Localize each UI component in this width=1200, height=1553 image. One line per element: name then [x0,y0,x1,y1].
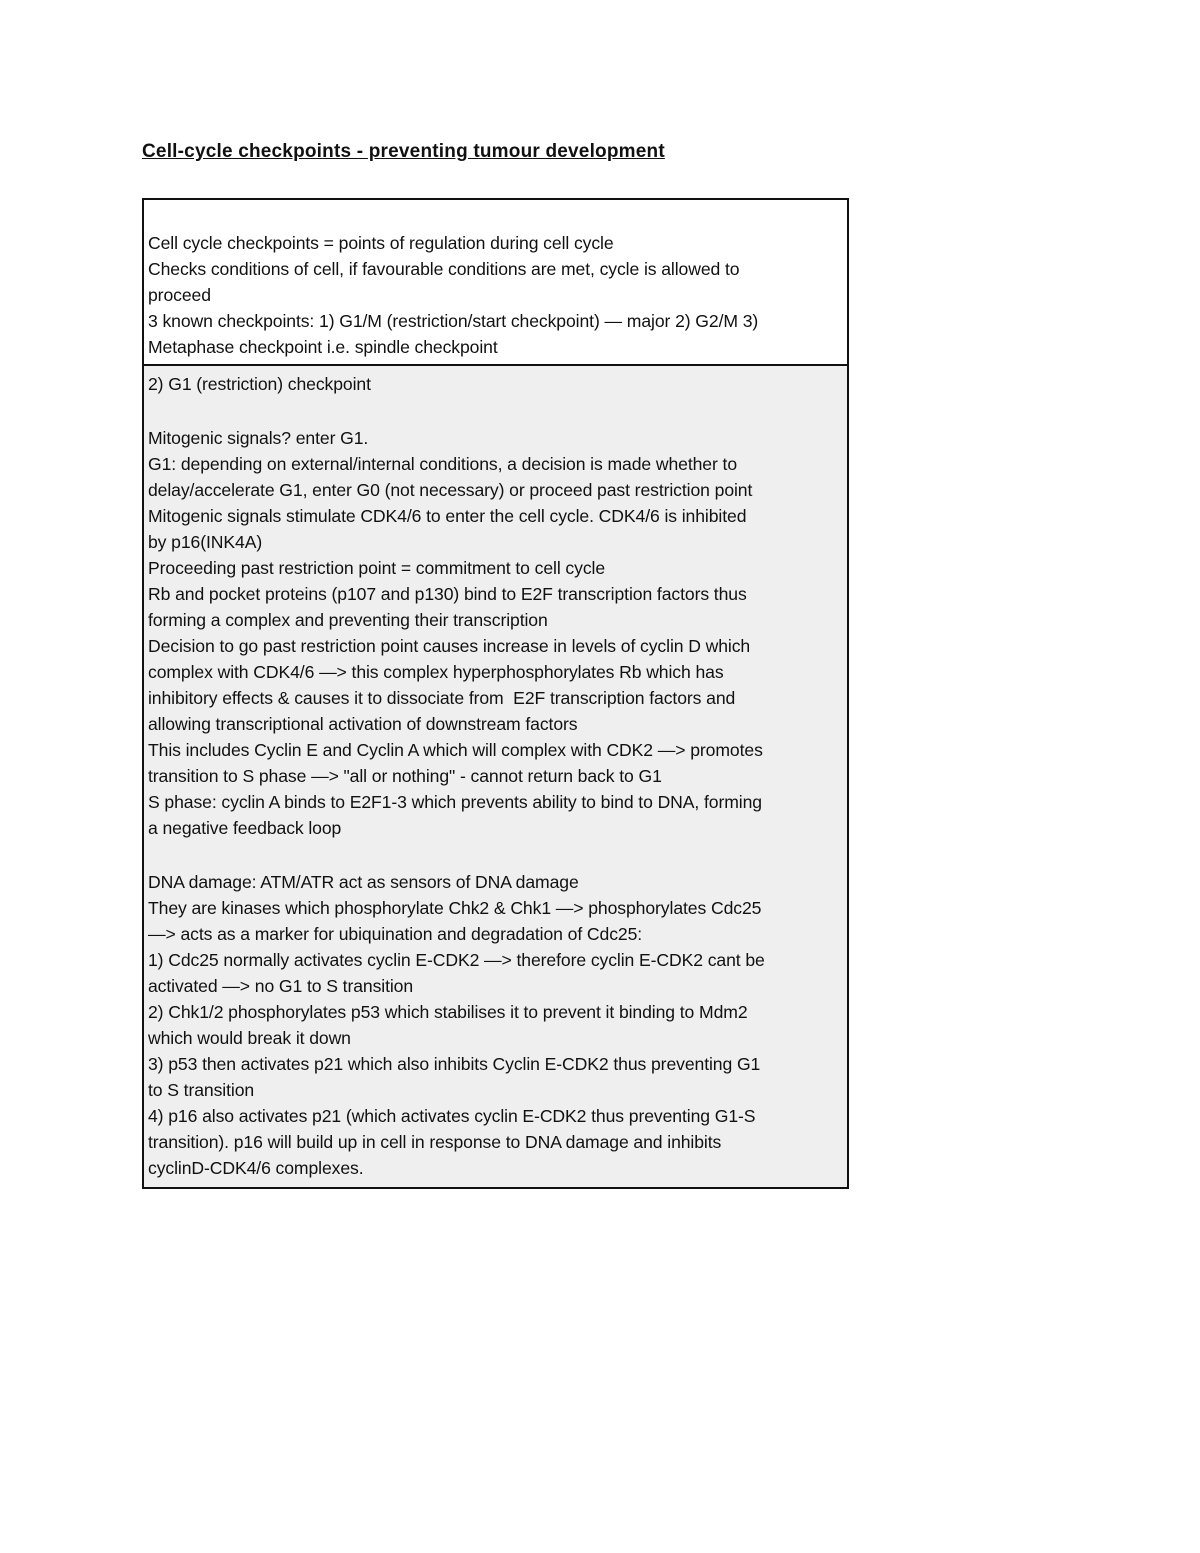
text-line: 2) Chk1/2 phosphorylates p53 which stabilises it to prevent it binding to Mdm2 [148,1002,748,1022]
text-line: complex with CDK4/6 —> this complex hyperphosphorylates Rb which has [148,662,724,682]
text-line: Metaphase checkpoint i.e. spindle checkpoint [148,337,498,357]
text-line: 1) Cdc25 normally activates cyclin E-CDK2 —> therefore cyclin E-CDK2 cant be [148,950,765,970]
text-line: inhibitory effects & causes it to dissociate from E2F transcription factors and [148,688,736,708]
text-line: Mitogenic signals stimulate CDK4/6 to enter the cell cycle. CDK4/6 is inhibited [148,506,747,526]
text-line: 4) p16 also activates p21 (which activates cyclin E-CDK2 thus preventing G1-S [148,1106,756,1126]
g1-checkpoint-cell [144,366,847,1187]
text-line: forming a complex and preventing their transcription [148,610,548,630]
text-line: 3) p53 then activates p21 which also inhibits Cyclin E-CDK2 thus preventing G1 [148,1054,761,1074]
text-line: Decision to go past restriction point causes increase in levels of cyclin D which [148,636,751,656]
text-line: which would break it down [148,1028,351,1048]
text-line: —> acts as a marker for ubiquination and degradation of Cdc25: [148,924,643,944]
text-line: proceed [148,285,211,305]
text-line: They are kinases which phosphorylate Chk2 & Chk1 —> phosphorylates Cdc25 [148,898,762,918]
text-line: DNA damage: ATM/ATR act as sensors of DNA damage [148,872,579,892]
text-line: activated —> no G1 to S transition [148,976,414,996]
section-heading: 2) G1 (restriction) checkpoint [148,374,371,394]
text-line: Rb and pocket proteins (p107 and p130) bind to E2F transcription factors thus [148,584,747,604]
text-line: G1: depending on external/internal conditions, a decision is made whether to [148,454,738,474]
text-line: transition to S phase —> "all or nothing" - cannot return back to G1 [148,766,662,786]
document-title: Cell-cycle checkpoints - preventing tumour development [142,141,665,162]
text-line: S phase: cyclin A binds to E2F1-3 which prevents ability to bind to DNA, forming [148,792,762,812]
text-line: a negative feedback loop [148,818,342,838]
text-line: delay/accelerate G1, enter G0 (not necessary) or proceed past restriction point [148,480,753,500]
text-line: Proceeding past restriction point = commitment to cell cycle [148,558,606,578]
text-line: cyclinD-CDK4/6 complexes. [148,1158,364,1178]
text-line: Mitogenic signals? enter G1. [148,428,369,448]
blank-line [148,397,843,425]
text-line: to S transition [148,1080,255,1100]
notes-table [142,198,849,1189]
text-line: allowing transcriptional activation of downstream factors [148,714,578,734]
text-line: 3 known checkpoints: 1) G1/M (restriction/start checkpoint) — major 2) G2/M 3) [148,311,759,331]
text-line: Cell cycle checkpoints = points of regulation during cell cycle [148,233,614,253]
blank-line [148,841,843,869]
text-line: This includes Cyclin E and Cyclin A which will complex with CDK2 —> promotes [148,740,763,760]
text-line: Checks conditions of cell, if favourable conditions are met, cycle is allowed to [148,259,740,279]
overview-cell [144,200,847,366]
text-line: transition). p16 will build up in cell in response to DNA damage and inhibits [148,1132,722,1152]
text-line: by p16(INK4A) [148,532,263,552]
